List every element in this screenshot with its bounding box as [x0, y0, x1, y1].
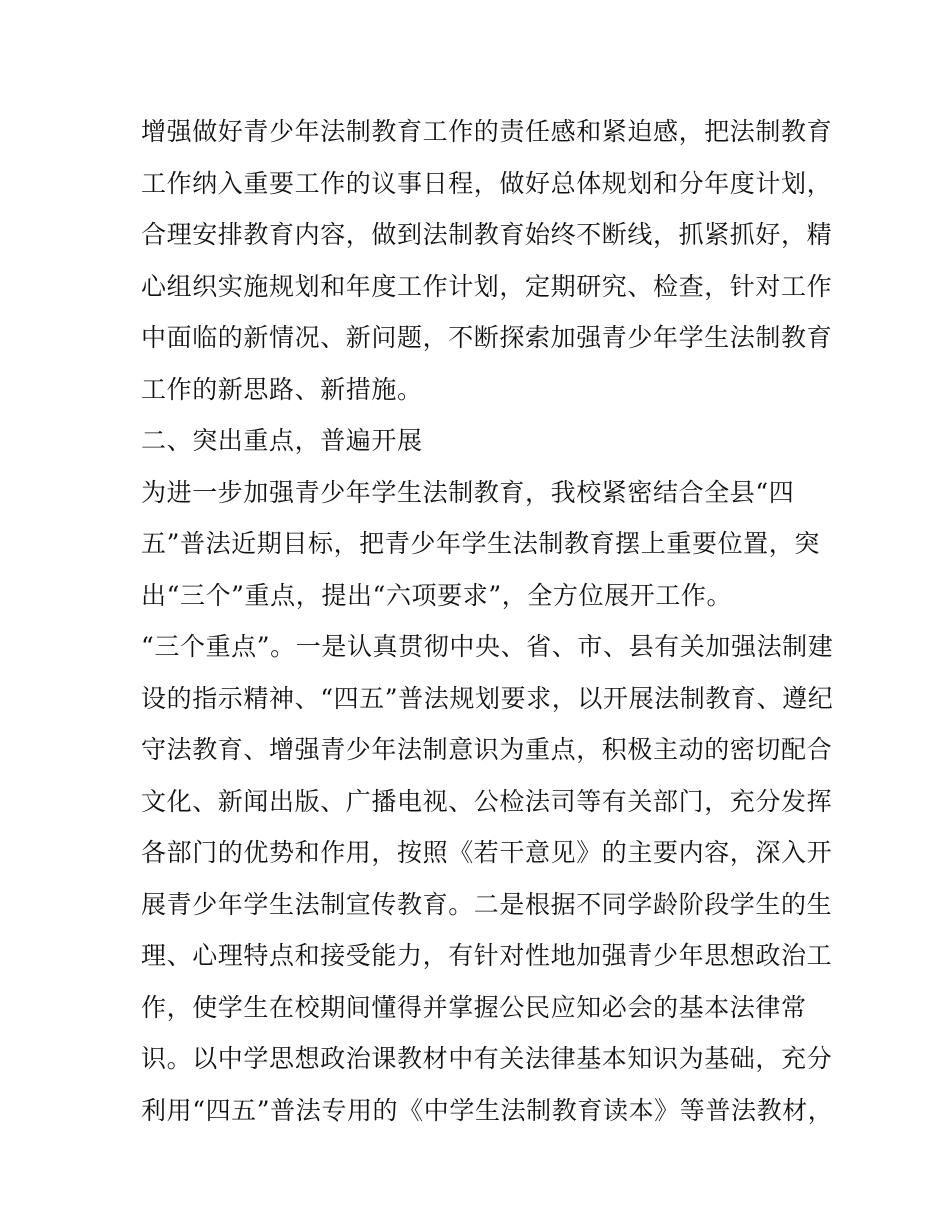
document-body	[141, 106, 834, 1136]
text-line: 展青少年学生法制宣传教育。二是根据不同学龄阶段学生的生	[141, 889, 833, 919]
text-line: 识。以中学思想政治课教材中有关法律基本知识为基础，充分	[141, 1044, 833, 1073]
text-line: 理、心理特点和接受能力，有针对性地加强青少年思想政治工	[141, 941, 833, 970]
text-line: 工作纳入重要工作的议事日程，做好总体规划和分年度计划，	[141, 168, 833, 198]
text-line: 中面临的新情况、新问题，不断探索加强青少年学生法制教育	[141, 323, 833, 352]
text-line: 合理安排教育内容，做到法制教育始终不断线，抓紧抓好，精	[141, 220, 833, 249]
text-line: 各部门的优势和作用，按照《若干意见》的主要内容，深入开	[141, 838, 833, 867]
text-line: 五”普法近期目标，把青少年学生法制教育摆上重要位置，突	[141, 529, 820, 558]
text-line: 心组织实施规划和年度工作计划，定期研究、检查，针对工作	[141, 271, 833, 301]
text-line: 设的指示精神、“四五”普法规划要求，以开展法制教育、遵纪	[141, 683, 834, 713]
text-line: 为进一步加强青少年学生法制教育，我校紧密结合全县“四	[141, 477, 795, 507]
text-line: 守法教育、增强青少年法制意识为重点，积极主动的密切配合	[141, 735, 833, 764]
section-heading: 二、突出重点，普遍开展	[141, 426, 423, 455]
text-line: 利用“四五”普法专用的《中学生法制教育读本》等普法教材，	[141, 1095, 834, 1125]
text-line: 增强做好青少年法制教育工作的责任感和紧迫感，把法制教育	[141, 117, 833, 146]
text-line: 作，使学生在校期间懂得并掌握公民应知必会的基本法律常	[141, 992, 807, 1022]
text-line: 工作的新思路、新措施。	[141, 374, 423, 404]
text-line: 出“三个”重点，提出“六项要求”，全方位展开工作。	[141, 580, 733, 610]
text-line: “三个重点”。一是认真贯彻中央、省、市、县有关加强法制建	[141, 632, 834, 661]
text-line: 文化、新闻出版、广播电视、公检法司等有关部门，充分发挥	[141, 786, 833, 816]
